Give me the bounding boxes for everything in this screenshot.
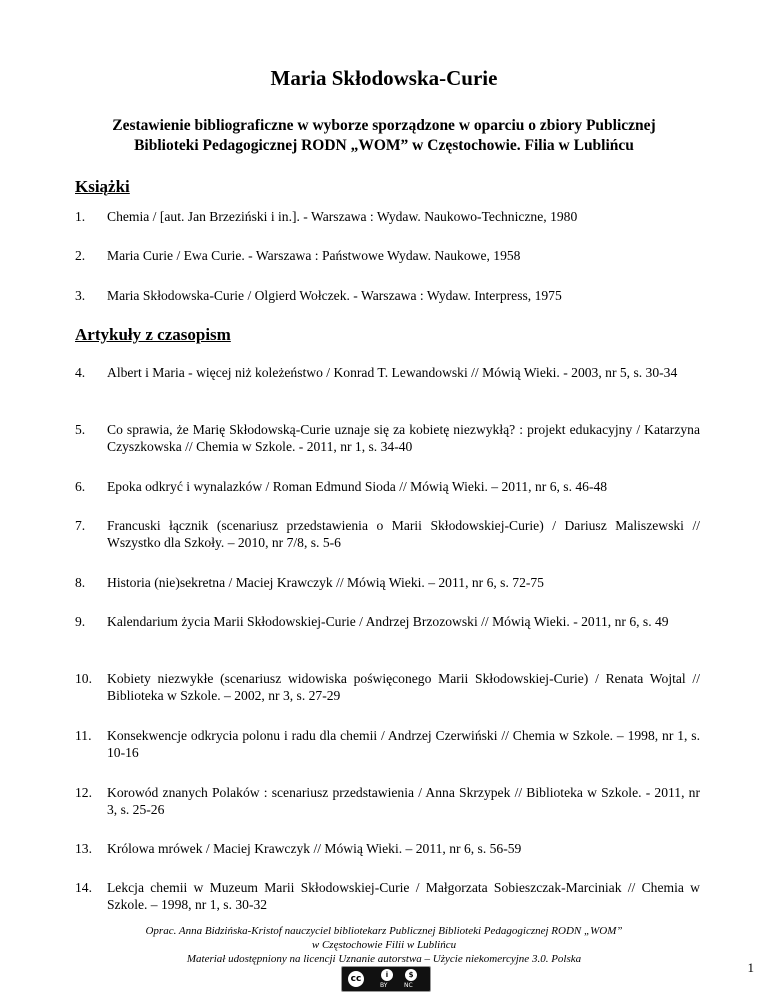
entry-number: 6. [75,479,86,494]
entry-text: Królowa mrówek / Maciej Krawczyk // Mówią Wieki. – 2011, nr 6, s. 56-59 [107,841,522,856]
subtitle-line-1: Zestawienie bibliograficzne w wyborze sporządzone w oparciu o zbiory Publicznej [112,117,656,134]
entry-number: 13. [75,841,92,856]
entry-number: 3. [75,288,86,303]
entry-text: Chemia / [aut. Jan Brzeziński i in.]. - Warszawa : Wydaw. Naukowo-Techniczne, 1980 [107,209,578,224]
entry-number: 10. [75,671,92,686]
license-badge-icon [341,966,431,992]
by-label: BY [380,982,388,989]
footer-line-1: Oprac. Anna Bidzińska-Kristof nauczyciel bibliotekarz Publicznej Biblioteki Pedagogicznej RODN „WOM” [145,925,623,937]
entry-number: 2. [75,248,86,263]
entry-text: Francuski łącznik (scenariusz przedstawienia o Marii Skłodowskiej-Curie) / Dariusz Maliszewski // Wszystko dla Szkoły. – 2010, nr 7/8, s. 5-6 [107,518,700,550]
entry-text: Co sprawia, że Marię Skłodowską-Curie uznaje się za kobietę niezwykłą? : projekt edukacyjny / Katarzyna Czyszkowska // Chemia w Szkole. - 2011, nr 1, s. 34-40 [107,422,700,454]
entry-number: 9. [75,614,86,629]
section-heading-books: Książki [75,177,130,196]
entry-number: 4. [75,365,86,380]
entry-number: 5. [75,422,86,437]
cc-icon: cc [346,969,366,989]
entry-number: 11. [75,728,92,743]
noncommercial-icon: $ [404,968,418,982]
entry-text: Epoka odkryć i wynalazków / Roman Edmund Sioda // Mówią Wieki. – 2011, nr 6, s. 46-48 [107,479,608,494]
nc-label: NC [404,982,413,989]
attribution-icon: i [380,968,394,982]
entry-number: 14. [75,880,92,895]
footer-line-2: w Częstochowie Filii w Lublińcu [311,939,457,951]
entry-text: Maria Skłodowska-Curie / Olgierd Wołczek. - Warszawa : Wydaw. Interpress, 1975 [107,288,562,303]
entry-text: Korowód znanych Polaków : scenariusz przedstawienia / Anna Skrzypek // Biblioteka w Szkole. - 2011, nr 3, s. 25-26 [107,785,700,817]
entry-number: 8. [75,575,86,590]
entry-number: 12. [75,785,92,800]
entry-number: 1. [75,209,86,224]
section-heading-articles: Artykuły z czasopism [75,325,231,344]
entry-text: Konsekwencje odkrycia polonu i radu dla chemii / Andrzej Czerwiński // Chemia w Szkole. – 1998, nr 1, s. 10-16 [107,728,700,760]
entry-number: 7. [75,518,86,533]
entry-text: Lekcja chemii w Muzeum Marii Skłodowskiej-Curie / Małgorzata Sobieszczak-Marciniak // Chemia w Szkole. – 1998, nr 1, s. 30-32 [107,880,700,912]
entry-text: Kobiety niezwykłe (scenariusz widowiska poświęconego Marii Skłodowskiej-Curie) / Renata Wojtal // Biblioteka w Szkole. – 2002, nr 3, s. 27-29 [107,671,700,703]
subtitle-line-2: Biblioteki Pedagogicznej RODN „WOM” w Częstochowie. Filia w Lublińcu [134,137,634,154]
entry-text: Maria Curie / Ewa Curie. - Warszawa : Państwowe Wydaw. Naukowe, 1958 [107,248,521,263]
page-title: Maria Skłodowska-Curie [270,66,498,90]
entry-text: Kalendarium życia Marii Skłodowskiej-Curie / Andrzej Brzozowski // Mówią Wieki. - 2011, nr 6, s. 49 [107,614,669,629]
page-number: 1 [747,960,754,975]
entry-text: Historia (nie)sekretna / Maciej Krawczyk // Mówią Wieki. – 2011, nr 6, s. 72-75 [107,575,544,590]
subtitle [70,116,698,156]
footer-line-3: Materiał udostępniony na licencji Uznanie autorstwa – Użycie niekomercyjne 3.0. Polska [186,953,582,965]
footer [0,924,768,966]
entry-text: Albert i Maria - więcej niż koleżeństwo / Konrad T. Lewandowski // Mówią Wieki. - 2003, nr 5, s. 30-34 [107,365,678,380]
